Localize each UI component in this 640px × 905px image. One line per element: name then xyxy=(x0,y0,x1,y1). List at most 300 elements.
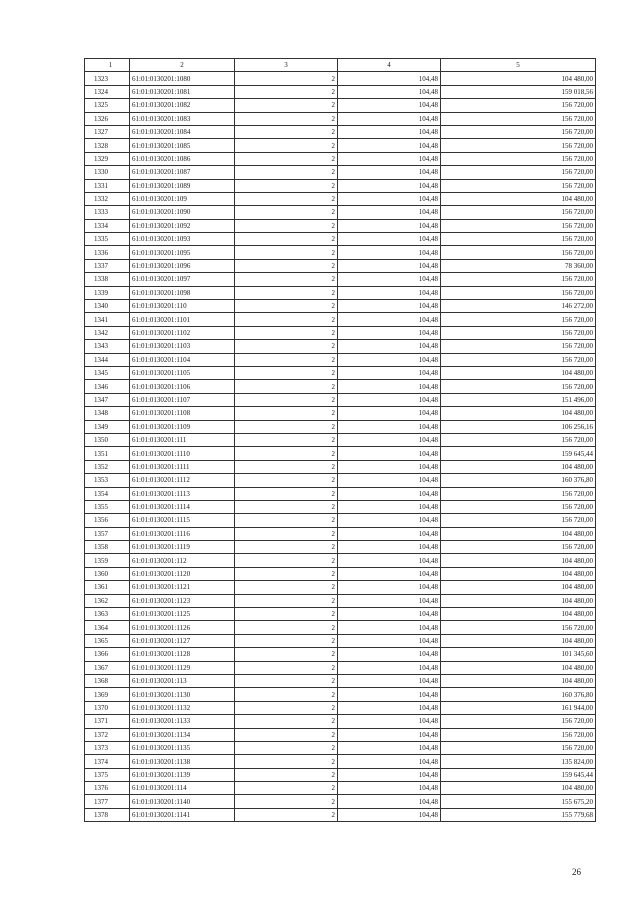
table-row xyxy=(85,674,596,687)
count-cell: 2 xyxy=(235,782,338,795)
amount-cell: 101 345,60 xyxy=(441,648,596,661)
count-cell: 2 xyxy=(235,474,338,487)
table-row xyxy=(85,233,596,246)
header-row xyxy=(85,59,596,72)
amount-cell: 156 720,00 xyxy=(441,433,596,446)
area-cell: 104,48 xyxy=(338,701,441,714)
table-row xyxy=(85,420,596,433)
table-row xyxy=(85,246,596,259)
cadastral-number-cell: 61:01:0130201:1087 xyxy=(130,166,235,179)
row-index-cell: 1358 xyxy=(85,541,130,554)
cadastral-number-cell: 61:01:0130201:1090 xyxy=(130,206,235,219)
count-cell: 2 xyxy=(235,688,338,701)
amount-cell: 156 720,00 xyxy=(441,500,596,513)
count-cell: 2 xyxy=(235,741,338,754)
table-row xyxy=(85,380,596,393)
column-header-5: 5 xyxy=(441,59,596,72)
amount-cell: 156 720,00 xyxy=(441,166,596,179)
row-index-cell: 1365 xyxy=(85,634,130,647)
row-index-cell: 1335 xyxy=(85,233,130,246)
area-cell: 104,48 xyxy=(338,487,441,500)
area-cell: 104,48 xyxy=(338,366,441,379)
table-row xyxy=(85,474,596,487)
count-cell: 2 xyxy=(235,581,338,594)
table-row xyxy=(85,179,596,192)
area-cell: 104,48 xyxy=(338,674,441,687)
amount-cell: 156 720,00 xyxy=(441,286,596,299)
amount-cell: 156 720,00 xyxy=(441,313,596,326)
count-cell: 2 xyxy=(235,206,338,219)
count-cell: 2 xyxy=(235,527,338,540)
row-index-cell: 1371 xyxy=(85,715,130,728)
area-cell: 104,48 xyxy=(338,326,441,339)
table-row xyxy=(85,594,596,607)
cadastral-number-cell: 61:01:0130201:1106 xyxy=(130,380,235,393)
area-cell: 104,48 xyxy=(338,139,441,152)
count-cell: 2 xyxy=(235,554,338,567)
cadastral-number-cell: 61:01:0130201:1096 xyxy=(130,259,235,272)
column-header-3: 3 xyxy=(235,59,338,72)
count-cell: 2 xyxy=(235,380,338,393)
amount-cell: 104 480,00 xyxy=(441,72,596,85)
table-row xyxy=(85,407,596,420)
row-index-cell: 1341 xyxy=(85,313,130,326)
count-cell: 2 xyxy=(235,246,338,259)
area-cell: 104,48 xyxy=(338,741,441,754)
count-cell: 2 xyxy=(235,514,338,527)
cadastral-number-cell: 61:01:0130201:1089 xyxy=(130,179,235,192)
area-cell: 104,48 xyxy=(338,634,441,647)
count-cell: 2 xyxy=(235,353,338,366)
cadastral-number-cell: 61:01:0130201:1112 xyxy=(130,474,235,487)
amount-cell: 104 480,00 xyxy=(441,554,596,567)
count-cell: 2 xyxy=(235,701,338,714)
amount-cell: 156 720,00 xyxy=(441,219,596,232)
cadastral-number-cell: 61:01:0130201:1105 xyxy=(130,366,235,379)
table-row xyxy=(85,768,596,781)
row-index-cell: 1333 xyxy=(85,206,130,219)
row-index-cell: 1375 xyxy=(85,768,130,781)
row-index-cell: 1356 xyxy=(85,514,130,527)
table-row xyxy=(85,634,596,647)
amount-cell: 156 720,00 xyxy=(441,233,596,246)
area-cell: 104,48 xyxy=(338,353,441,366)
cadastral-number-cell: 61:01:0130201:1081 xyxy=(130,85,235,98)
cadastral-number-cell: 61:01:0130201:1086 xyxy=(130,152,235,165)
row-index-cell: 1344 xyxy=(85,353,130,366)
row-index-cell: 1369 xyxy=(85,688,130,701)
amount-cell: 156 720,00 xyxy=(441,380,596,393)
cadastral-number-cell: 61:01:0130201:1104 xyxy=(130,353,235,366)
row-index-cell: 1363 xyxy=(85,608,130,621)
amount-cell: 160 376,80 xyxy=(441,474,596,487)
amount-cell: 156 720,00 xyxy=(441,541,596,554)
amount-cell: 104 480,00 xyxy=(441,407,596,420)
row-index-cell: 1328 xyxy=(85,139,130,152)
row-index-cell: 1345 xyxy=(85,366,130,379)
amount-cell: 156 720,00 xyxy=(441,112,596,125)
row-index-cell: 1331 xyxy=(85,179,130,192)
cadastral-number-cell: 61:01:0130201:1120 xyxy=(130,567,235,580)
amount-cell: 104 480,00 xyxy=(441,674,596,687)
cadastral-number-cell: 61:01:0130201:1141 xyxy=(130,808,235,821)
area-cell: 104,48 xyxy=(338,768,441,781)
count-cell: 2 xyxy=(235,648,338,661)
table-row xyxy=(85,460,596,473)
amount-cell: 159 645,44 xyxy=(441,768,596,781)
count-cell: 2 xyxy=(235,125,338,138)
row-index-cell: 1327 xyxy=(85,125,130,138)
table-row xyxy=(85,125,596,138)
row-index-cell: 1339 xyxy=(85,286,130,299)
count-cell: 2 xyxy=(235,621,338,634)
area-cell: 104,48 xyxy=(338,313,441,326)
cadastral-number-cell: 61:01:0130201:1128 xyxy=(130,648,235,661)
table-row xyxy=(85,661,596,674)
count-cell: 2 xyxy=(235,72,338,85)
row-index-cell: 1332 xyxy=(85,192,130,205)
cadastral-number-cell: 61:01:0130201:1123 xyxy=(130,594,235,607)
table-row xyxy=(85,500,596,513)
amount-cell: 156 720,00 xyxy=(441,621,596,634)
amount-cell: 78 360,00 xyxy=(441,259,596,272)
cadastral-number-cell: 61:01:0130201:110 xyxy=(130,300,235,313)
cadastral-number-cell: 61:01:0130201:1126 xyxy=(130,621,235,634)
table-row xyxy=(85,755,596,768)
table-row xyxy=(85,366,596,379)
row-index-cell: 1330 xyxy=(85,166,130,179)
area-cell: 104,48 xyxy=(338,72,441,85)
cadastral-number-cell: 61:01:0130201:1092 xyxy=(130,219,235,232)
table-row xyxy=(85,648,596,661)
amount-cell: 156 720,00 xyxy=(441,353,596,366)
count-cell: 2 xyxy=(235,728,338,741)
count-cell: 2 xyxy=(235,567,338,580)
area-cell: 104,48 xyxy=(338,112,441,125)
table-row xyxy=(85,219,596,232)
amount-cell: 156 720,00 xyxy=(441,206,596,219)
page-number: 26 xyxy=(572,867,581,877)
area-cell: 104,48 xyxy=(338,541,441,554)
row-index-cell: 1347 xyxy=(85,393,130,406)
table-row xyxy=(85,795,596,808)
table-row xyxy=(85,688,596,701)
amount-cell: 156 720,00 xyxy=(441,487,596,500)
area-cell: 104,48 xyxy=(338,179,441,192)
table-row xyxy=(85,300,596,313)
area-cell: 104,48 xyxy=(338,433,441,446)
count-cell: 2 xyxy=(235,460,338,473)
area-cell: 104,48 xyxy=(338,795,441,808)
table-row xyxy=(85,541,596,554)
amount-cell: 104 480,00 xyxy=(441,366,596,379)
row-index-cell: 1348 xyxy=(85,407,130,420)
area-cell: 104,48 xyxy=(338,728,441,741)
count-cell: 2 xyxy=(235,715,338,728)
cadastral-number-cell: 61:01:0130201:112 xyxy=(130,554,235,567)
row-index-cell: 1324 xyxy=(85,85,130,98)
count-cell: 2 xyxy=(235,366,338,379)
count-cell: 2 xyxy=(235,99,338,112)
table-row xyxy=(85,447,596,460)
count-cell: 2 xyxy=(235,420,338,433)
cadastral-number-cell: 61:01:0130201:1109 xyxy=(130,420,235,433)
count-cell: 2 xyxy=(235,674,338,687)
area-cell: 104,48 xyxy=(338,715,441,728)
count-cell: 2 xyxy=(235,808,338,821)
cadastral-number-cell: 61:01:0130201:1102 xyxy=(130,326,235,339)
area-cell: 104,48 xyxy=(338,192,441,205)
table-row xyxy=(85,112,596,125)
area-cell: 104,48 xyxy=(338,152,441,165)
table-row xyxy=(85,99,596,112)
table-row xyxy=(85,608,596,621)
table-row xyxy=(85,433,596,446)
amount-cell: 104 480,00 xyxy=(441,608,596,621)
column-header-1: 1 xyxy=(85,59,130,72)
area-cell: 104,48 xyxy=(338,608,441,621)
table-row xyxy=(85,259,596,272)
area-cell: 104,48 xyxy=(338,206,441,219)
table-row xyxy=(85,621,596,634)
table-row xyxy=(85,554,596,567)
count-cell: 2 xyxy=(235,273,338,286)
amount-cell: 156 720,00 xyxy=(441,728,596,741)
table-row xyxy=(85,85,596,98)
row-index-cell: 1338 xyxy=(85,273,130,286)
area-cell: 104,48 xyxy=(338,85,441,98)
cadastral-number-cell: 61:01:0130201:1132 xyxy=(130,701,235,714)
column-header-4: 4 xyxy=(338,59,441,72)
count-cell: 2 xyxy=(235,192,338,205)
area-cell: 104,48 xyxy=(338,567,441,580)
amount-cell: 104 480,00 xyxy=(441,581,596,594)
area-cell: 104,48 xyxy=(338,393,441,406)
area-cell: 104,48 xyxy=(338,581,441,594)
cadastral-number-cell: 61:01:0130201:1082 xyxy=(130,99,235,112)
table-row xyxy=(85,701,596,714)
table-row xyxy=(85,72,596,85)
cadastral-number-cell: 61:01:0130201:1083 xyxy=(130,112,235,125)
cadastral-number-cell: 61:01:0130201:1097 xyxy=(130,273,235,286)
area-cell: 104,48 xyxy=(338,219,441,232)
area-cell: 104,48 xyxy=(338,554,441,567)
area-cell: 104,48 xyxy=(338,407,441,420)
amount-cell: 161 944,00 xyxy=(441,701,596,714)
cadastral-number-cell: 61:01:0130201:1095 xyxy=(130,246,235,259)
row-index-cell: 1357 xyxy=(85,527,130,540)
row-index-cell: 1377 xyxy=(85,795,130,808)
row-index-cell: 1340 xyxy=(85,300,130,313)
amount-cell: 104 480,00 xyxy=(441,782,596,795)
cadastral-number-cell: 61:01:0130201:1121 xyxy=(130,581,235,594)
area-cell: 104,48 xyxy=(338,420,441,433)
cadastral-number-cell: 61:01:0130201:1125 xyxy=(130,608,235,621)
count-cell: 2 xyxy=(235,795,338,808)
row-index-cell: 1370 xyxy=(85,701,130,714)
row-index-cell: 1326 xyxy=(85,112,130,125)
count-cell: 2 xyxy=(235,85,338,98)
count-cell: 2 xyxy=(235,259,338,272)
cadastral-number-cell: 61:01:0130201:1103 xyxy=(130,340,235,353)
row-index-cell: 1367 xyxy=(85,661,130,674)
count-cell: 2 xyxy=(235,166,338,179)
amount-cell: 156 720,00 xyxy=(441,741,596,754)
cadastral-number-cell: 61:01:0130201:1133 xyxy=(130,715,235,728)
count-cell: 2 xyxy=(235,447,338,460)
count-cell: 2 xyxy=(235,233,338,246)
row-index-cell: 1359 xyxy=(85,554,130,567)
count-cell: 2 xyxy=(235,500,338,513)
count-cell: 2 xyxy=(235,755,338,768)
table-row xyxy=(85,206,596,219)
table-row xyxy=(85,139,596,152)
amount-cell: 156 720,00 xyxy=(441,152,596,165)
cadastral-number-cell: 61:01:0130201:1111 xyxy=(130,460,235,473)
table-row xyxy=(85,166,596,179)
amount-cell: 156 720,00 xyxy=(441,326,596,339)
row-index-cell: 1342 xyxy=(85,326,130,339)
cadastral-number-cell: 61:01:0130201:1114 xyxy=(130,500,235,513)
cadastral-number-cell: 61:01:0130201:1135 xyxy=(130,741,235,754)
row-index-cell: 1355 xyxy=(85,500,130,513)
count-cell: 2 xyxy=(235,340,338,353)
row-index-cell: 1353 xyxy=(85,474,130,487)
cadastral-number-cell: 61:01:0130201:111 xyxy=(130,433,235,446)
count-cell: 2 xyxy=(235,112,338,125)
amount-cell: 159 645,44 xyxy=(441,447,596,460)
area-cell: 104,48 xyxy=(338,286,441,299)
table-row xyxy=(85,487,596,500)
row-index-cell: 1354 xyxy=(85,487,130,500)
cadastral-number-cell: 61:01:0130201:1113 xyxy=(130,487,235,500)
row-index-cell: 1323 xyxy=(85,72,130,85)
count-cell: 2 xyxy=(235,661,338,674)
count-cell: 2 xyxy=(235,313,338,326)
amount-cell: 156 720,00 xyxy=(441,139,596,152)
row-index-cell: 1360 xyxy=(85,567,130,580)
area-cell: 104,48 xyxy=(338,125,441,138)
row-index-cell: 1352 xyxy=(85,460,130,473)
table-row xyxy=(85,728,596,741)
cadastral-number-cell: 61:01:0130201:1134 xyxy=(130,728,235,741)
cadastral-number-cell: 61:01:0130201:1130 xyxy=(130,688,235,701)
table-row xyxy=(85,567,596,580)
area-cell: 104,48 xyxy=(338,808,441,821)
area-cell: 104,48 xyxy=(338,259,441,272)
amount-cell: 156 720,00 xyxy=(441,246,596,259)
amount-cell: 104 480,00 xyxy=(441,567,596,580)
count-cell: 2 xyxy=(235,433,338,446)
table-row xyxy=(85,527,596,540)
count-cell: 2 xyxy=(235,594,338,607)
count-cell: 2 xyxy=(235,179,338,192)
row-index-cell: 1364 xyxy=(85,621,130,634)
area-cell: 104,48 xyxy=(338,527,441,540)
table-row xyxy=(85,782,596,795)
area-cell: 104,48 xyxy=(338,166,441,179)
area-cell: 104,48 xyxy=(338,340,441,353)
count-cell: 2 xyxy=(235,393,338,406)
amount-cell: 155 779,68 xyxy=(441,808,596,821)
amount-cell: 106 256,16 xyxy=(441,420,596,433)
cadastral-number-cell: 61:01:0130201:1098 xyxy=(130,286,235,299)
area-cell: 104,48 xyxy=(338,514,441,527)
amount-cell: 104 480,00 xyxy=(441,634,596,647)
area-cell: 104,48 xyxy=(338,273,441,286)
cadastral-number-cell: 61:01:0130201:1127 xyxy=(130,634,235,647)
area-cell: 104,48 xyxy=(338,233,441,246)
row-index-cell: 1368 xyxy=(85,674,130,687)
area-cell: 104,48 xyxy=(338,594,441,607)
amount-cell: 104 480,00 xyxy=(441,527,596,540)
row-index-cell: 1361 xyxy=(85,581,130,594)
row-index-cell: 1366 xyxy=(85,648,130,661)
area-cell: 104,48 xyxy=(338,380,441,393)
area-cell: 104,48 xyxy=(338,460,441,473)
area-cell: 104,48 xyxy=(338,648,441,661)
amount-cell: 155 675,20 xyxy=(441,795,596,808)
count-cell: 2 xyxy=(235,487,338,500)
row-index-cell: 1349 xyxy=(85,420,130,433)
table-row xyxy=(85,393,596,406)
count-cell: 2 xyxy=(235,407,338,420)
count-cell: 2 xyxy=(235,541,338,554)
amount-cell: 160 376,80 xyxy=(441,688,596,701)
amount-cell: 104 480,00 xyxy=(441,661,596,674)
cadastral-number-cell: 61:01:0130201:1119 xyxy=(130,541,235,554)
amount-cell: 159 018,56 xyxy=(441,85,596,98)
table-row xyxy=(85,286,596,299)
row-index-cell: 1376 xyxy=(85,782,130,795)
row-index-cell: 1346 xyxy=(85,380,130,393)
area-cell: 104,48 xyxy=(338,755,441,768)
cadastral-number-cell: 61:01:0130201:109 xyxy=(130,192,235,205)
table-row xyxy=(85,313,596,326)
area-cell: 104,48 xyxy=(338,99,441,112)
cadastral-number-cell: 61:01:0130201:114 xyxy=(130,782,235,795)
count-cell: 2 xyxy=(235,286,338,299)
table-row xyxy=(85,808,596,821)
area-cell: 104,48 xyxy=(338,621,441,634)
table-row xyxy=(85,514,596,527)
amount-cell: 156 720,00 xyxy=(441,99,596,112)
amount-cell: 156 720,00 xyxy=(441,715,596,728)
amount-cell: 151 496,00 xyxy=(441,393,596,406)
amount-cell: 156 720,00 xyxy=(441,125,596,138)
amount-cell: 156 720,00 xyxy=(441,340,596,353)
count-cell: 2 xyxy=(235,300,338,313)
table-row xyxy=(85,340,596,353)
area-cell: 104,48 xyxy=(338,782,441,795)
row-index-cell: 1374 xyxy=(85,755,130,768)
row-index-cell: 1378 xyxy=(85,808,130,821)
table-row xyxy=(85,715,596,728)
amount-cell: 104 480,00 xyxy=(441,192,596,205)
amount-cell: 104 480,00 xyxy=(441,460,596,473)
cadastral-number-cell: 61:01:0130201:1140 xyxy=(130,795,235,808)
amount-cell: 146 272,00 xyxy=(441,300,596,313)
cadastral-number-cell: 61:01:0130201:1093 xyxy=(130,233,235,246)
amount-cell: 156 720,00 xyxy=(441,273,596,286)
count-cell: 2 xyxy=(235,326,338,339)
row-index-cell: 1334 xyxy=(85,219,130,232)
cadastral-number-cell: 61:01:0130201:113 xyxy=(130,674,235,687)
row-index-cell: 1362 xyxy=(85,594,130,607)
row-index-cell: 1337 xyxy=(85,259,130,272)
row-index-cell: 1325 xyxy=(85,99,130,112)
count-cell: 2 xyxy=(235,608,338,621)
